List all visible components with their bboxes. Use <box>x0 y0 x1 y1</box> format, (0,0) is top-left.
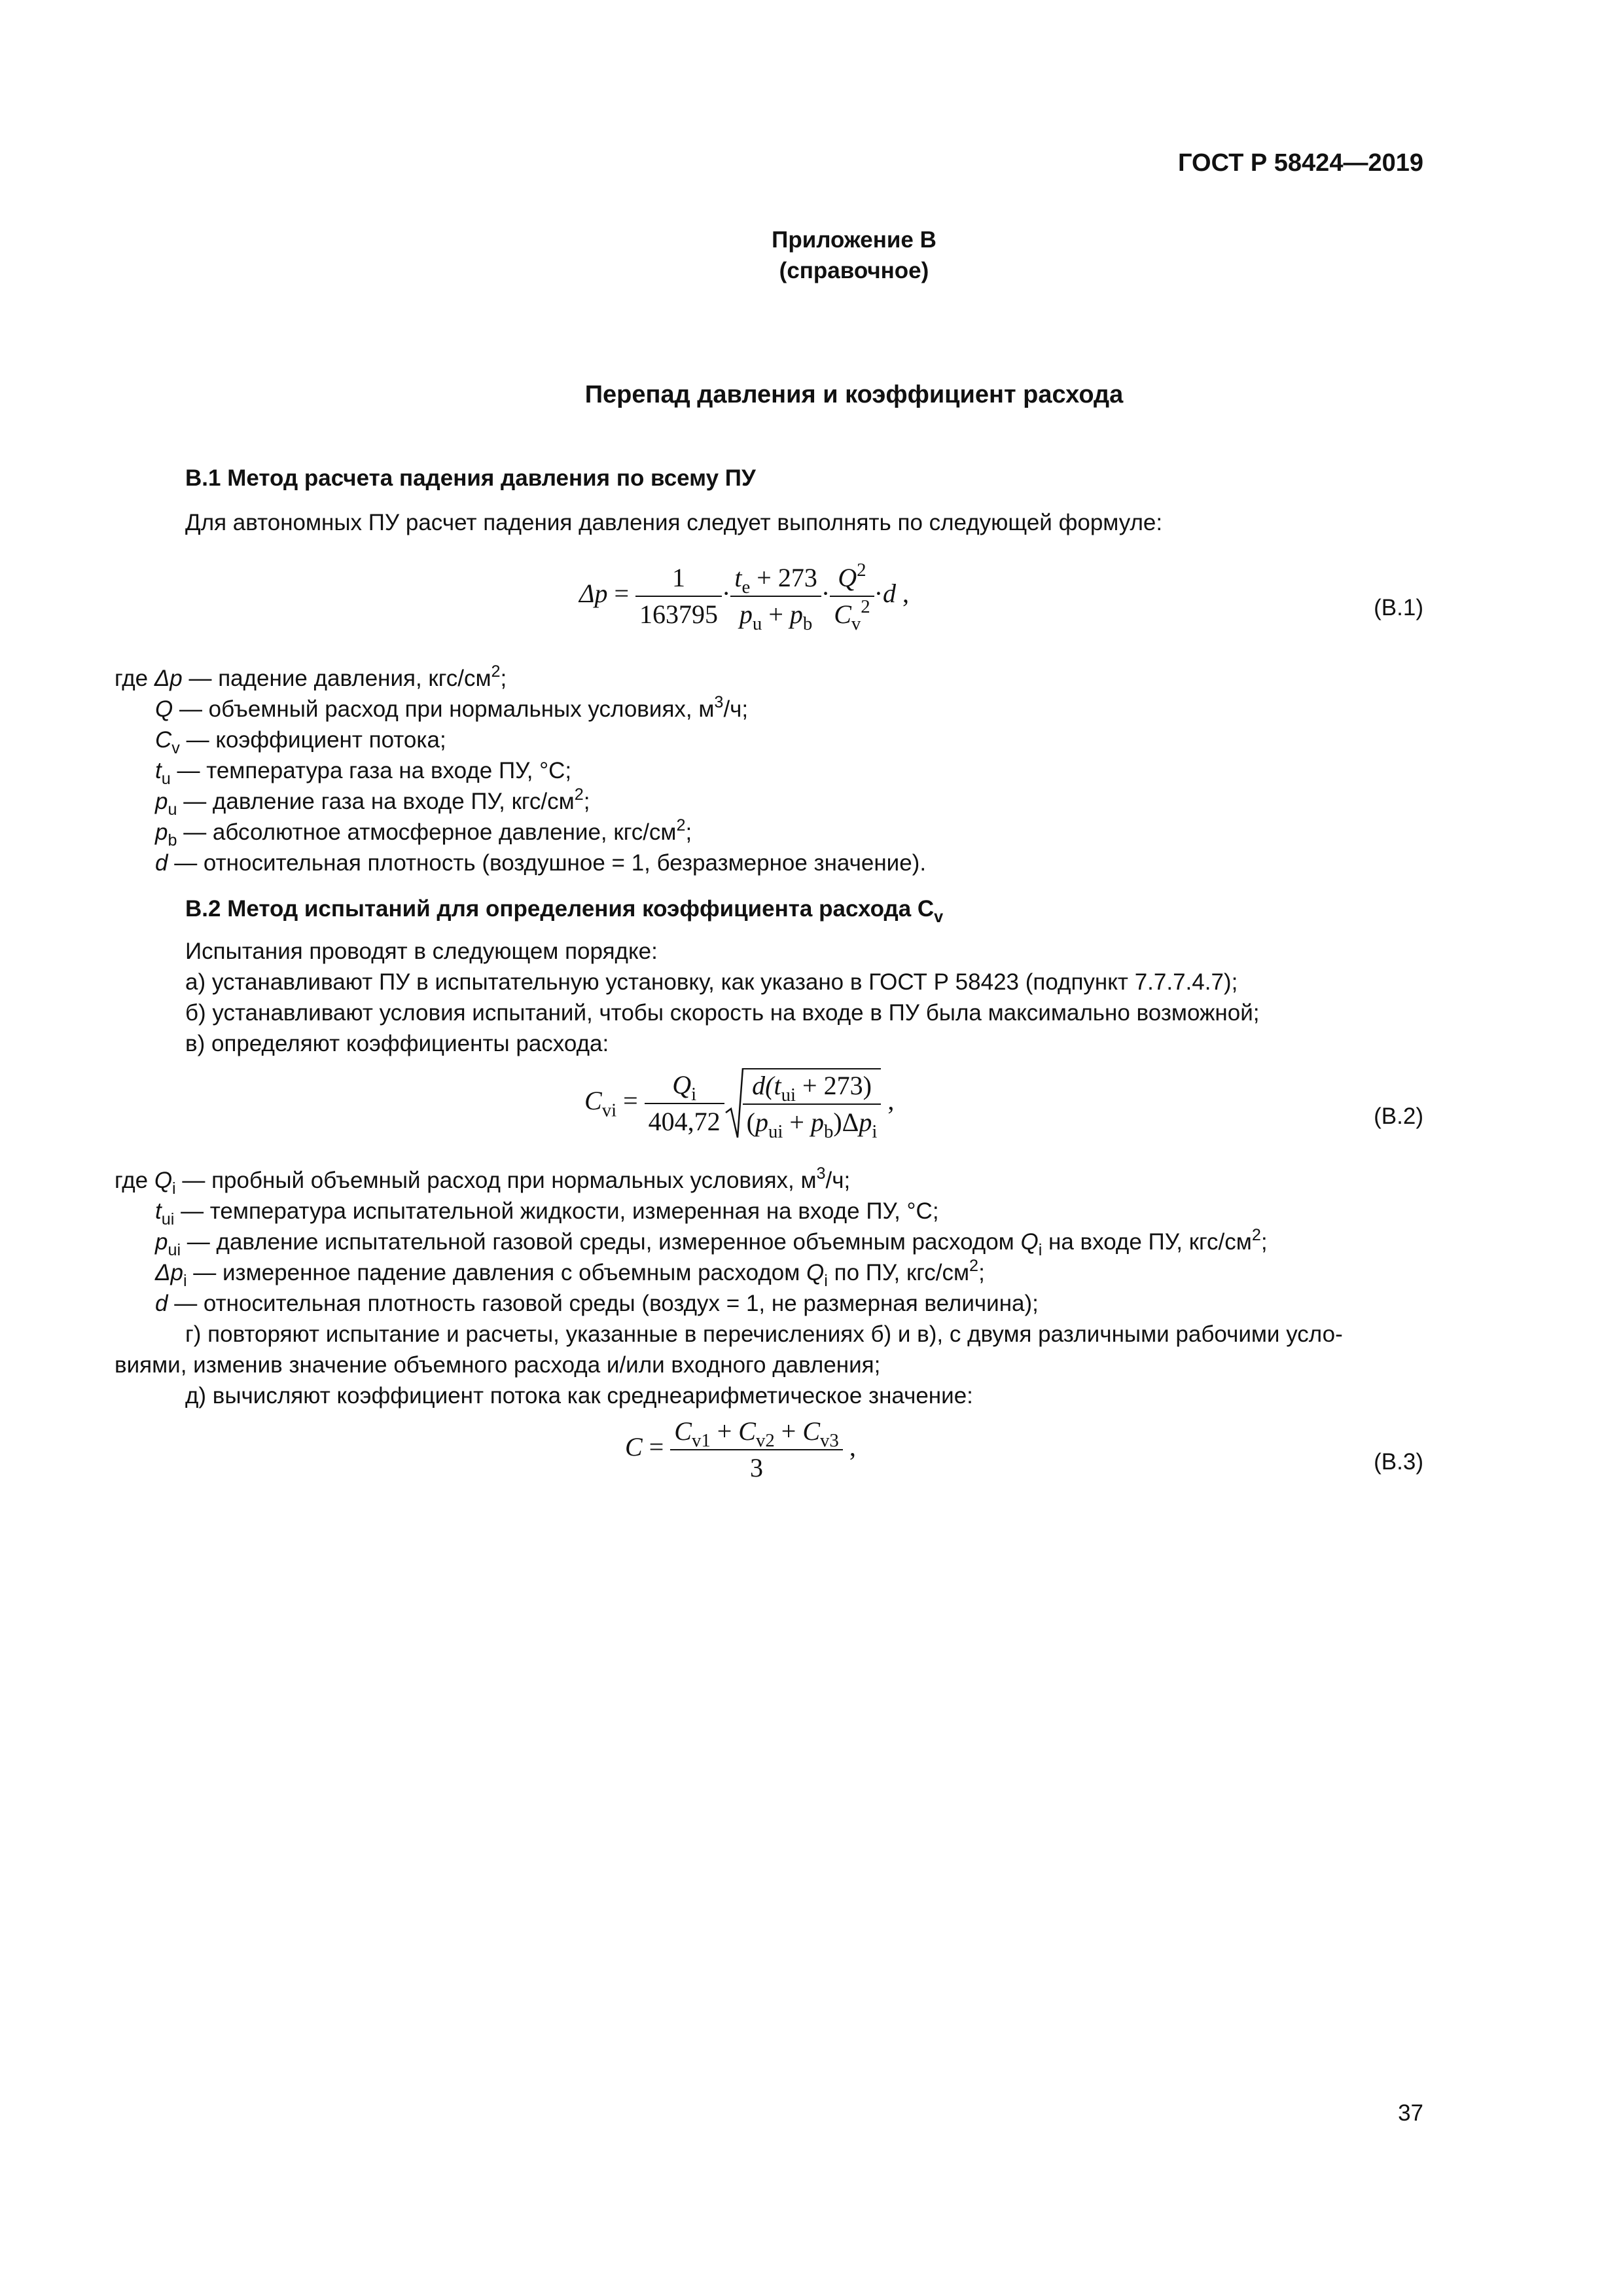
appendix-title: Приложение В <box>772 227 936 253</box>
where-b1-item-1 <box>155 694 748 725</box>
where-b2-item-0 <box>115 1165 850 1196</box>
where-symbol: Δp <box>154 666 183 691</box>
frac2-num-var: t <box>734 563 742 592</box>
equation-number-b1: (В.1) <box>1374 595 1423 620</box>
formula-b2-comma: , <box>887 1086 895 1116</box>
where-tail-text: на входе ПУ, кгс/см <box>1042 1229 1252 1255</box>
where-sup: 3 <box>714 693 724 712</box>
root-den-b-sub: b <box>823 1121 834 1143</box>
where-end: /ч; <box>825 1168 851 1193</box>
where-symbol: d <box>155 850 168 876</box>
where-end: ; <box>685 819 692 845</box>
formula-b2-lhs-sub: vi <box>601 1100 617 1121</box>
root-den-c-sub: i <box>872 1121 878 1143</box>
where-text: — абсолютное атмосферное давление, кгс/см <box>177 819 677 845</box>
where-text: — коэффициент потока; <box>179 727 446 753</box>
where-tail-sub: i <box>1038 1240 1043 1259</box>
formula-b1-eq: = <box>614 579 630 609</box>
where-symbol-sub: u <box>168 800 177 819</box>
where-symbol-sub: b <box>168 831 177 850</box>
b3-num-a-sub: v1 <box>691 1430 711 1452</box>
where-symbol: Q <box>154 1168 173 1193</box>
frac1-num: 1 <box>635 562 722 597</box>
where-symbol-sub: i <box>172 1179 176 1198</box>
frac3-num: Q <box>838 563 857 592</box>
list-item-d: д) вычисляют коэффициент потока как среднеарифметическое значение: <box>185 1383 973 1408</box>
b3-num-c-sub: v3 <box>820 1430 839 1452</box>
formula-b1-d: d <box>883 579 897 609</box>
equation-number-b2: (В.2) <box>1374 1103 1423 1129</box>
b3-num-b-sub: v2 <box>755 1430 775 1452</box>
where-tail-end: ; <box>1260 1229 1268 1255</box>
formula-b3-frac <box>670 1415 843 1484</box>
b2-frac-num-sub: i <box>691 1084 697 1105</box>
list-item-g-line2: виями, изменив значение объемного расхода и/или входного давления; <box>115 1352 881 1378</box>
where-sup: 2 <box>491 662 501 681</box>
b2-frac-den: 404,72 <box>648 1107 721 1136</box>
list-item-g-line1: г) повторяют испытание и расчеты, указанные в перечислениях б) и в), с двумя различными рабочими усло- <box>185 1321 1343 1347</box>
where-tail-sup: 2 <box>1251 1226 1261 1245</box>
where-b2-item-2 <box>155 1227 1268 1257</box>
sqrt-sign-icon <box>724 1067 744 1140</box>
where-symbol: p <box>155 789 168 814</box>
where-text: — падение давления, кгс/см <box>182 666 491 691</box>
frac3-num-sup: 2 <box>857 560 866 581</box>
where-b1-item-4 <box>155 786 590 817</box>
where-tail-text: по ПУ, кгс/см <box>827 1260 970 1285</box>
where-tail-symbol: Q <box>1020 1229 1039 1255</box>
where-b1-item-5 <box>155 817 692 848</box>
where-symbol-sub: ui <box>168 1240 181 1259</box>
section-b1-intro: Для автономных ПУ расчет падения давления следует выполнять по следующей формуле: <box>185 510 1163 535</box>
where-text: — давление испытательной газовой среды, измеренное объемным расходом <box>181 1229 1021 1255</box>
where-text: — температура испытательной жидкости, измеренная на входе ПУ, °С; <box>174 1198 939 1224</box>
section-b1-heading: В.1 Метод расчета падения давления по всему ПУ <box>185 465 756 491</box>
frac2-den-b-sub: b <box>802 613 813 635</box>
where-tail-end: ; <box>978 1260 985 1285</box>
b2-frac-num: Q <box>672 1070 692 1100</box>
root-den-a-sub: ui <box>768 1121 783 1143</box>
section-b2-intro: Испытания проводят в следующем порядке: <box>185 939 658 964</box>
where-end: ; <box>583 789 590 814</box>
root-den-pre: ( <box>746 1107 755 1137</box>
appendix-type: (справочное) <box>779 258 929 283</box>
root-num-post: + 273) <box>796 1071 872 1100</box>
where-symbol: t <box>155 1198 162 1224</box>
where-text: — давление газа на входе ПУ, кгс/см <box>177 789 575 814</box>
frac3-den: C <box>834 600 851 629</box>
formula-b2 <box>584 1068 895 1143</box>
formula-b2-lhs: C <box>584 1086 602 1116</box>
where-symbol: Δp <box>155 1260 183 1285</box>
where-b1-item-0 <box>115 663 507 694</box>
list-item-b: б) устанавливают условия испытаний, чтобы скорость на входе в ПУ была максимально возможной; <box>185 1000 1260 1026</box>
list-item-v: в) определяют коэффициенты расхода: <box>185 1031 609 1056</box>
b3-num-c: C <box>802 1416 821 1446</box>
where-text: — относительная плотность (воздушное = 1, безразмерное значение). <box>168 850 927 876</box>
where-b2-item-4 <box>155 1288 1039 1319</box>
root-den-b: p <box>810 1107 824 1137</box>
standard-designation: ГОСТ Р 58424—2019 <box>1178 149 1423 177</box>
frac2-den-plus: + <box>762 600 790 629</box>
where-tail-sub: i <box>824 1271 828 1290</box>
root-den-a: p <box>755 1107 768 1137</box>
appendix-heading: Перепад давления и коэффициент расхода <box>584 381 1124 408</box>
formula-b3-eq: = <box>649 1432 664 1462</box>
formula-b1-frac2 <box>730 562 821 635</box>
where-sup: 2 <box>574 785 584 804</box>
where-symbol: d <box>155 1291 168 1316</box>
where-b1-item-3 <box>155 755 571 786</box>
page-number: 37 <box>1398 2100 1423 2126</box>
b3-plus2: + <box>774 1416 803 1446</box>
frac2-den-a-sub: u <box>752 613 762 635</box>
b3-den: 3 <box>750 1453 764 1482</box>
root-den-post: )Δ <box>833 1107 859 1137</box>
formula-b1-lhs: Δp <box>579 579 608 609</box>
frac1-den: 163795 <box>639 600 719 629</box>
root-den-c: p <box>859 1107 872 1137</box>
where-symbol-sub: i <box>183 1271 187 1290</box>
where-text: — объемный расход при нормальных условиях, м <box>173 696 715 722</box>
section-b2-heading-sub: v <box>934 907 944 926</box>
where-text: — измеренное падение давления с объемным расходом <box>187 1260 807 1285</box>
b3-num-a: C <box>674 1416 692 1446</box>
where-b1-item-6 <box>155 848 926 878</box>
where-prefix: где <box>115 1168 154 1193</box>
where-text: — относительная плотность газовой среды (воздух = 1, не размерная величина); <box>168 1291 1039 1316</box>
b3-plus1: + <box>710 1416 739 1446</box>
formula-b1: Δp = $\frac{1}{163795}$ · $\frac{t_e + 273}{p_u + p_b}$ · $\frac{Q^2}{C_v^2}$ ·d , <box>579 560 910 635</box>
where-tail-sup: 2 <box>969 1257 979 1276</box>
where-end: ; <box>500 666 507 691</box>
formula-b1-frac3 <box>830 560 874 635</box>
formula-b3-lhs: C <box>625 1432 643 1462</box>
b3-num-b: C <box>738 1416 756 1446</box>
root-den-plus: + <box>783 1107 811 1137</box>
where-symbol: p <box>155 1229 168 1255</box>
frac3-den-sub: v <box>851 613 861 635</box>
formula-b1-comma: , <box>902 579 910 609</box>
root-num-var: t <box>774 1071 781 1100</box>
where-symbol: Q <box>155 696 173 722</box>
formula-b1-frac1 <box>635 562 722 631</box>
section-b2-heading-text: В.2 Метод испытаний для определения коэффициента расхода C <box>185 896 935 922</box>
where-symbol-sub: ui <box>161 1210 175 1229</box>
where-symbol-sub: u <box>161 769 171 788</box>
where-b2-item-3 <box>155 1257 985 1288</box>
where-end: /ч; <box>723 696 749 722</box>
where-symbol: C <box>155 727 172 753</box>
list-item-a: а) устанавливают ПУ в испытательную установку, как указано в ГОСТ Р 58423 (подпункт 7.7.7.4.7); <box>185 969 1238 995</box>
formula-b2-eq: = <box>623 1086 638 1116</box>
frac2-num-rest: + 273 <box>750 563 817 592</box>
where-b1-item-2 <box>155 725 446 755</box>
where-symbol: p <box>155 819 168 845</box>
section-b2-heading <box>185 893 943 924</box>
frac2-den-b: p <box>789 600 803 629</box>
root-num-sub: ui <box>781 1085 796 1106</box>
equation-number-b3: (В.3) <box>1374 1449 1423 1475</box>
formula-b2-sqrt <box>724 1068 882 1143</box>
root-num-pre: d( <box>752 1071 774 1100</box>
where-sup: 2 <box>676 816 686 835</box>
where-b2-item-1 <box>155 1196 939 1227</box>
where-tail-symbol: Q <box>806 1260 825 1285</box>
where-text: — пробный объемный расход при нормальных условиях, м <box>175 1168 817 1193</box>
frac3-den-sup: 2 <box>861 596 870 618</box>
formula-b2-frac <box>645 1069 724 1138</box>
where-prefix: где <box>115 666 154 691</box>
where-text: — температура газа на входе ПУ, °С; <box>170 758 572 783</box>
frac2-den-a: p <box>739 600 753 629</box>
frac2-num-sub: e <box>741 577 751 598</box>
formula-b3-comma: , <box>849 1432 856 1462</box>
where-symbol: t <box>155 758 162 783</box>
formula-b2-root-frac <box>743 1068 882 1143</box>
where-sup: 3 <box>816 1164 826 1183</box>
formula-b3 <box>625 1415 856 1484</box>
where-symbol-sub: v <box>171 738 180 757</box>
